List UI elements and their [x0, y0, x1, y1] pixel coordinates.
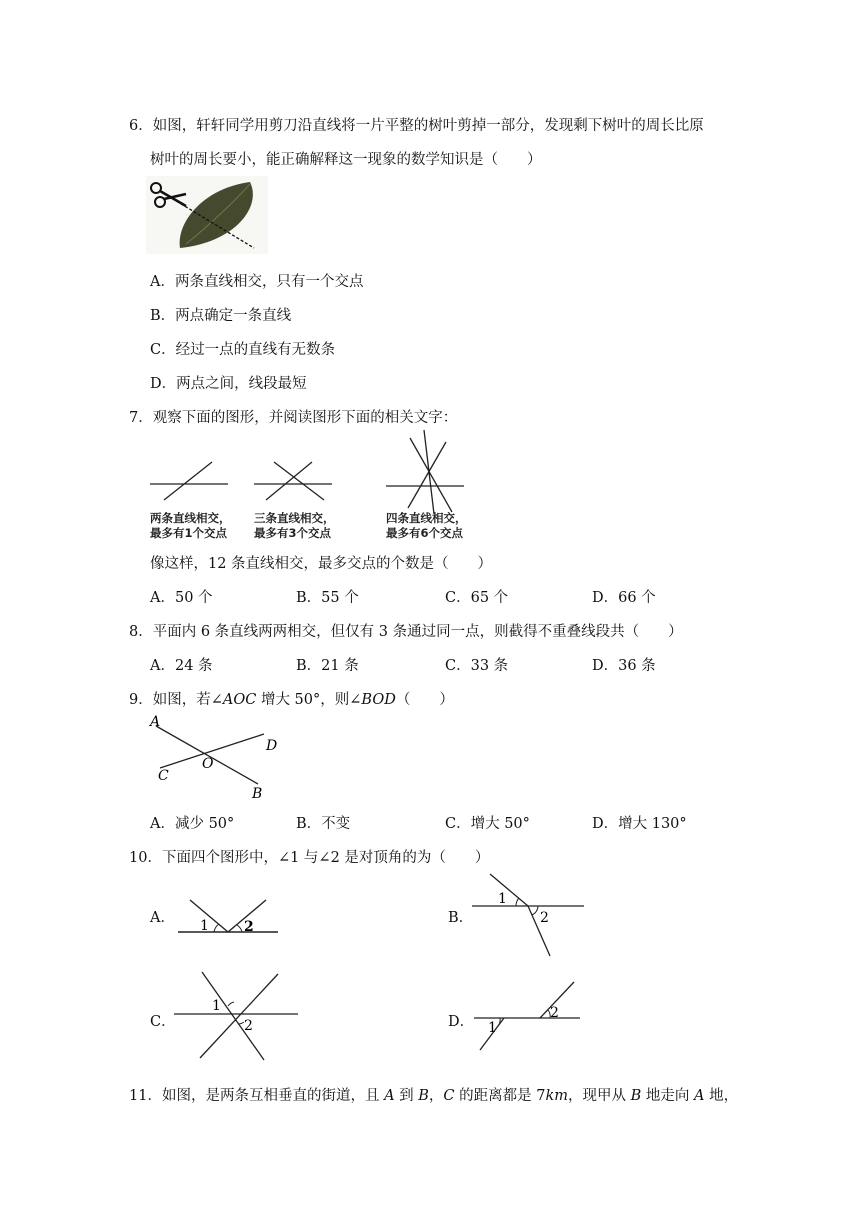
- q9-option-b: B．不变: [296, 816, 351, 832]
- q9-option-c: C．增大 50°: [445, 816, 530, 832]
- q7-line1: 7．观察下面的图形，并阅读图形下面的相关文字：: [129, 410, 458, 426]
- four-lines-diagram: [386, 430, 467, 540]
- q6-line1: 6．如图，轩轩同学用剪刀沿直线将一片平整的树叶剪掉一部分，发现剩下树叶的周长比原: [129, 118, 704, 134]
- q9-option-d: D．增大 130°: [592, 816, 687, 832]
- svg-text:1: 1: [200, 918, 209, 934]
- q8-option-c: C．33 条: [445, 658, 509, 674]
- point-label-o: O: [202, 756, 214, 772]
- point-label-d: D: [266, 738, 278, 754]
- q6-option-b: B．两点确定一条直线: [150, 308, 292, 324]
- q11-line1: 11．如图，是两条互相垂直的街道，且 A 到 B，C 的距离都是 7km，现甲从 B 地走向 A 地，: [129, 1088, 739, 1104]
- q8-option-a: A．24 条: [150, 658, 213, 674]
- point-label-b: B: [252, 786, 263, 802]
- q8-line1: 8．平面内 6 条直线两两相交，但仅有 3 条通过同一点，则截得不重叠线段共（ ）: [129, 624, 683, 640]
- svg-text:2: 2: [550, 1005, 559, 1021]
- q10-option-d: D．: [448, 1014, 475, 1030]
- svg-text:1: 1: [498, 891, 507, 907]
- q9-option-a: A．减少 50°: [150, 816, 235, 832]
- two-lines-diagram: [150, 462, 231, 540]
- svg-text:1: 1: [212, 998, 221, 1014]
- three-lines-diagram: [254, 462, 335, 540]
- q8-option-b: B．21 条: [296, 658, 359, 674]
- caption-two-lines-2: 最多有1个交点: [150, 526, 228, 540]
- q7-option-a: A．50 个: [150, 590, 213, 606]
- caption-two-lines-1: 两条直线相交，: [150, 511, 231, 525]
- q10-figure-d: [472, 980, 584, 1052]
- svg-text:2: 2: [244, 919, 254, 935]
- q6-line2: 树叶的周长要小，能正确解释这一现象的数学知识是（ ）: [150, 152, 542, 168]
- q10-figure-c: [172, 970, 302, 1064]
- q6-option-d: D．两点之间，线段最短: [150, 376, 307, 392]
- q10-option-a: A．: [150, 910, 175, 926]
- svg-text:1: 1: [488, 1020, 497, 1036]
- caption-four-lines-1: 四条直线相交，: [386, 511, 467, 525]
- leaf-scissors-figure: [146, 176, 268, 254]
- q10-figure-a: [174, 890, 284, 938]
- intersecting-lines-figure: [146, 428, 476, 544]
- caption-three-lines-1: 三条直线相交，: [254, 511, 335, 525]
- q7-option-c: C．65 个: [445, 590, 509, 606]
- caption-three-lines-2: 最多有3个交点: [254, 526, 332, 540]
- q7-line2: 像这样，12 条直线相交，最多交点的个数是（ ）: [150, 556, 493, 572]
- q7-option-d: D．66 个: [592, 590, 656, 606]
- q6-option-a: A．两条直线相交，只有一个交点: [150, 274, 364, 290]
- angle-aoc-bod-figure: [146, 712, 286, 802]
- point-label-a: A: [150, 714, 161, 730]
- q10-option-b: B．: [448, 910, 474, 926]
- q8-option-d: D．36 条: [592, 658, 656, 674]
- q9-line1: 9．如图，若∠AOC 增大 50°，则∠BOD（ ）: [129, 692, 454, 708]
- q10-figure-b: [470, 870, 590, 960]
- q10-line1: 10．下面四个图形中，∠1 与∠2 是对顶角的为（ ）: [129, 850, 490, 866]
- caption-four-lines-2: 最多有6个交点: [386, 526, 464, 540]
- point-label-c: C: [158, 768, 169, 784]
- svg-text:2: 2: [540, 910, 549, 926]
- svg-text:2: 2: [244, 1018, 253, 1034]
- q7-option-b: B．55 个: [296, 590, 359, 606]
- q6-option-c: C．经过一点的直线有无数条: [150, 342, 336, 358]
- q10-option-c: C．: [150, 1014, 176, 1030]
